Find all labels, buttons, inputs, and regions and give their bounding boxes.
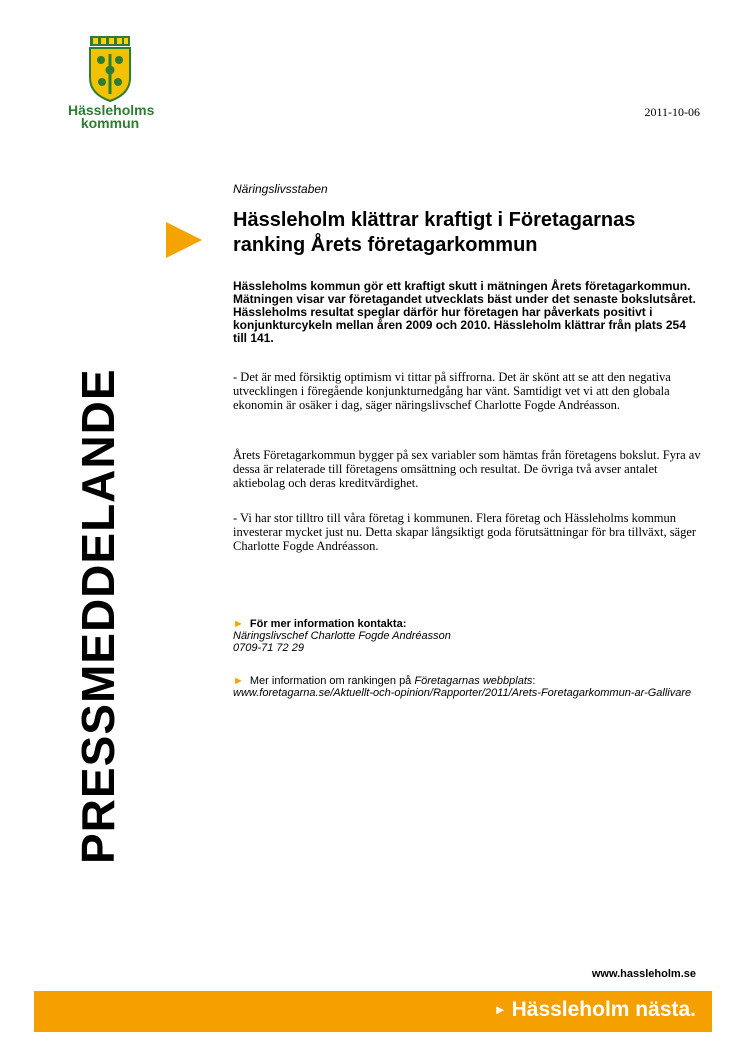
body-paragraph-1: - Det är med försiktig optimism vi tittar på siffrorna. Det är skönt att se att den negativa utvecklingen i föregående konjunkturnedgång har vänt. Samtidigt vet vi att den globala ekonomin är osäker i dag, säger näringslivschef Charlotte Fogde Andréasson.: [233, 370, 671, 412]
triangle-marker-icon: [166, 222, 202, 258]
contact-name: Näringslivschef Charlotte Fogde Andréasson: [233, 630, 451, 642]
more-info-block: [233, 675, 703, 699]
bullet-triangle-icon: ►: [233, 618, 244, 630]
press-release-title: PRESSMEDDELANDE: [72, 368, 124, 864]
lead-paragraph: Hässleholms kommun gör ett kraftigt skutt i mätningen Årets företagarkommun. Mätningen visar var företagandet utvecklats bäst under det senaste bokslutsåret. Hässleholms resultat speglar därför hur företagen har påverkats positivt i konjunkturcykeln mellan åren 2009 och 2010. Hässleholm klättrar från plats 254 till 141.: [233, 279, 696, 345]
body-paragraph-3: - Vi har stor tilltro till våra företag i kommunen. Flera företag och Hässleholms kommun investerar mycket just nu. Detta skapar långsiktigt goda förutsättningar för bra tillväxt, säger Charlotte Fogde Andréasson.: [233, 511, 697, 553]
contact-block: [233, 618, 703, 654]
bullet-triangle-icon: ►: [233, 675, 244, 687]
more-info-site-link[interactable]: Företagarnas webbplats: [414, 675, 533, 687]
website-link[interactable]: www.hassleholm.se: [591, 968, 696, 980]
slogan-arrow-icon: ►: [493, 1002, 507, 1017]
headline: Hässleholm klättrar kraftigt i Företagarnas ranking Årets företagarkommun: [233, 209, 636, 256]
more-info-colon: :: [532, 675, 536, 687]
release-date: 2011-10-06: [644, 105, 700, 119]
contact-phone: 0709-71 72 29: [233, 642, 304, 654]
ranking-url-link[interactable]: www.foretagarna.se/Aktuellt-och-opinion/Rapporter/2011/Arets-Foretagarkommun-ar-Gallivare: [233, 687, 692, 699]
slogan-text: Hässleholm nästa.: [511, 998, 696, 1021]
contact-heading: För mer information kontakta:: [249, 618, 407, 630]
municipality-logo: [68, 36, 155, 131]
department-label: Näringslivsstaben: [233, 182, 328, 196]
more-info-prefix: Mer information om rankingen på: [249, 675, 415, 687]
logo-name-line2: kommun: [80, 115, 140, 131]
body-paragraph-2: Årets Företagarkommun bygger på sex variabler som hämtas från företagens bokslut. Fyra av dessa är relaterade till företagens omsättning och resultat. De övriga två avser antalet aktiebolag och deras kreditvärdighet.: [233, 448, 701, 490]
footer-bar: [34, 991, 712, 1032]
slogan: [494, 998, 696, 1022]
coat-of-arms-icon: [87, 36, 133, 102]
logo-name-line1: Hässleholms: [68, 102, 155, 118]
